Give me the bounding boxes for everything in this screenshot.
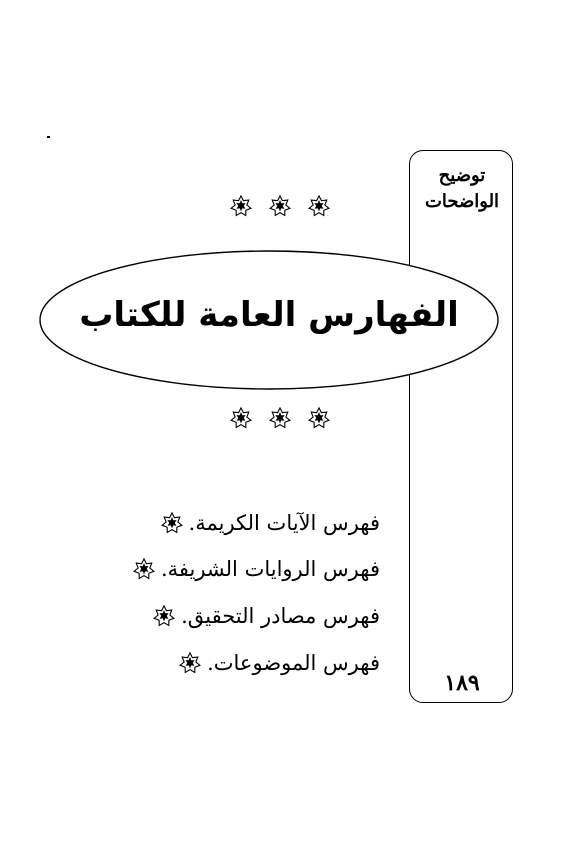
scan-speck	[47, 136, 50, 138]
flower-star-bullet-icon	[153, 605, 175, 627]
sidebar-title-line1: توضيح	[438, 165, 486, 186]
flower-star-icon	[269, 407, 291, 429]
page-title: الفهارس العامة للكتاب	[79, 295, 459, 335]
sidebar-title-line2: الواضحات	[424, 191, 500, 212]
index-item	[133, 552, 380, 586]
flower-star-icon	[308, 195, 330, 217]
page-number: ١٨٩	[444, 670, 480, 696]
flower-star-icon	[269, 195, 291, 217]
ornament-row-top	[230, 195, 330, 217]
index-item	[179, 646, 380, 680]
index-item-label: فهرس مصادر التحقيق.	[181, 604, 380, 628]
sidebar-box	[409, 150, 513, 703]
index-item-label: فهرس الروايات الشريفة.	[160, 557, 380, 581]
index-item	[161, 506, 380, 540]
index-item-label: فهرس الآيات الكريمة.	[188, 511, 380, 535]
flower-star-bullet-icon	[161, 512, 183, 534]
flower-star-bullet-icon	[179, 652, 201, 674]
index-item	[153, 599, 380, 633]
title-ellipse	[38, 248, 500, 392]
ornament-row-bottom	[230, 407, 330, 429]
index-item-label: فهرس الموضوعات.	[207, 651, 380, 675]
flower-star-icon	[308, 407, 330, 429]
flower-star-icon	[230, 407, 252, 429]
flower-star-icon	[230, 195, 252, 217]
flower-star-bullet-icon	[133, 558, 155, 580]
